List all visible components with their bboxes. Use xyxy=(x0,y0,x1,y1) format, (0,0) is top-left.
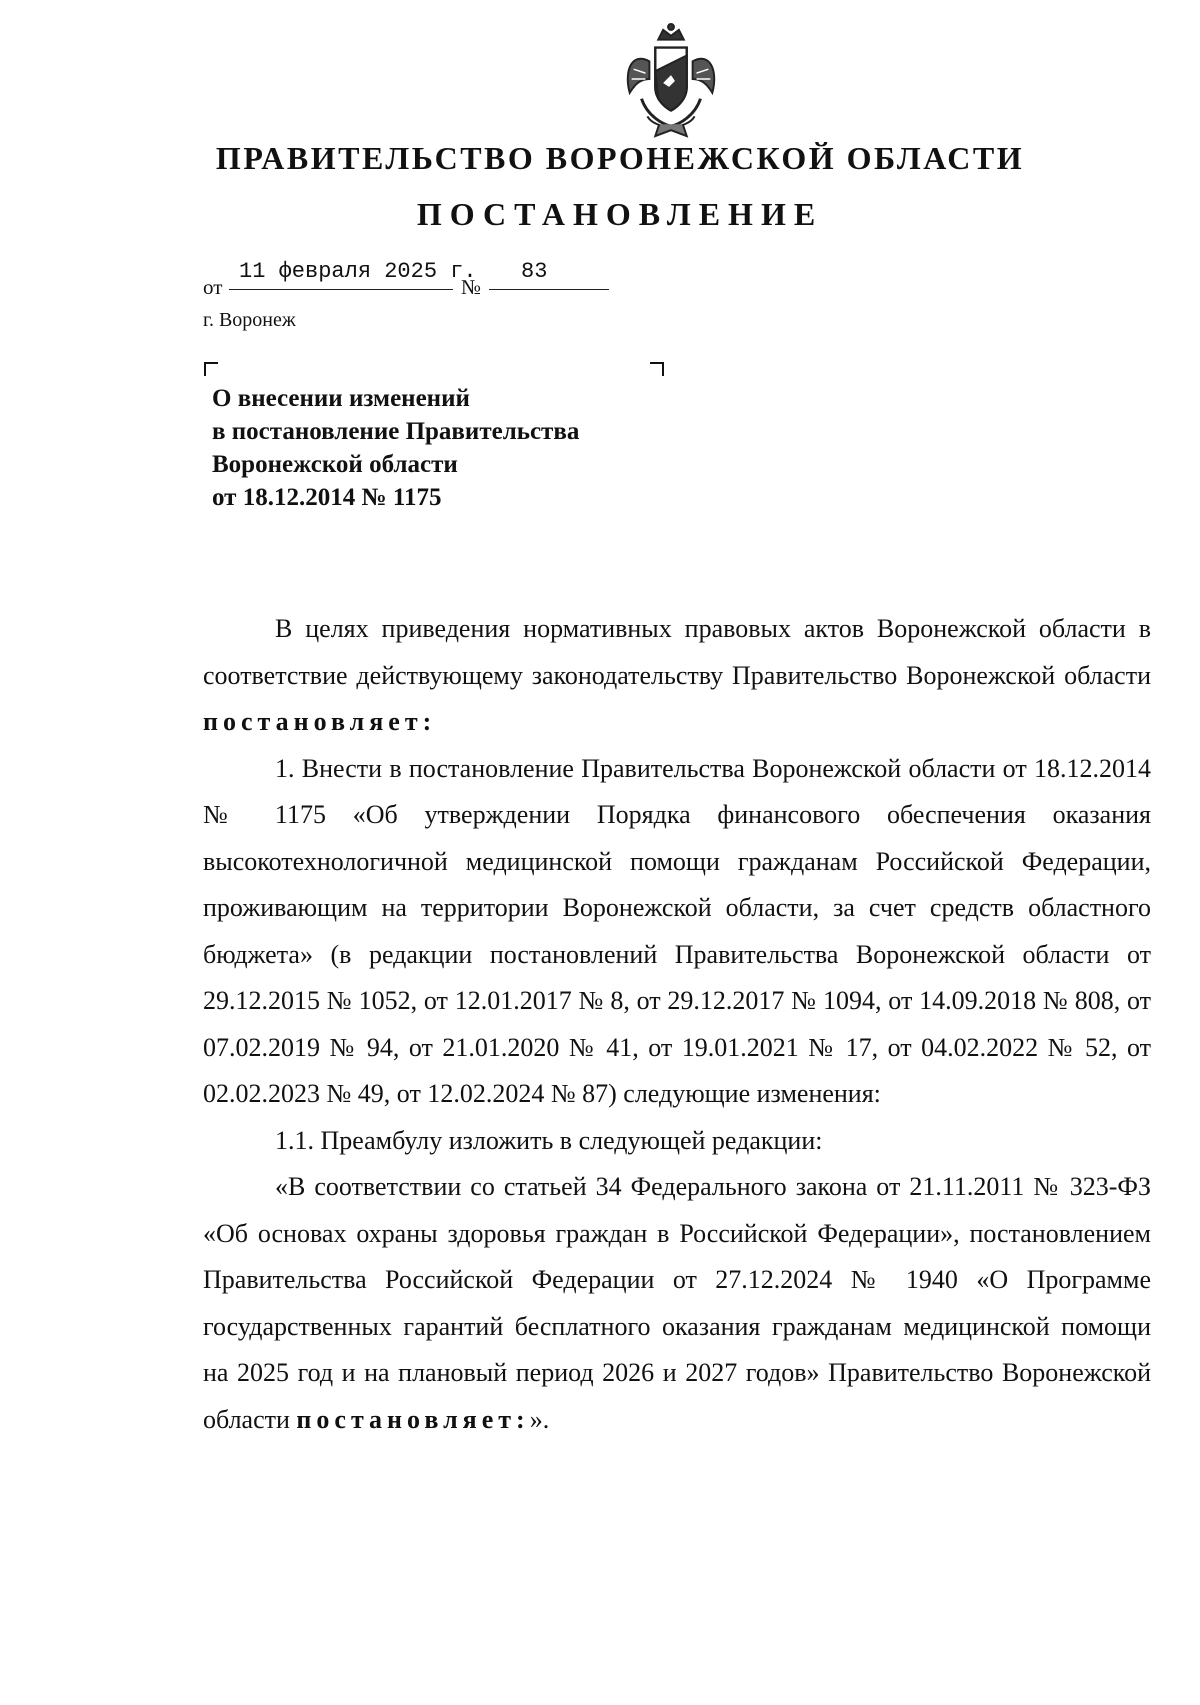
subject-line: О внесении изменений xyxy=(212,385,470,412)
subject-line: от 18.12.2014 № 1175 xyxy=(212,484,442,511)
document-type-heading: ПОСТАНОВЛЕНИЕ xyxy=(416,196,824,232)
document-body xyxy=(203,606,1151,1443)
corner-mark-left xyxy=(204,362,218,376)
number-underline xyxy=(489,289,609,290)
document-subject xyxy=(212,382,682,514)
paragraph-item-1-1: 1.1. Преамбулу изложить в следующей редакции: xyxy=(275,1125,823,1155)
paragraph-preamble xyxy=(203,606,1151,746)
coat-of-arms-icon xyxy=(612,22,730,140)
number-label: № xyxy=(461,275,482,299)
paragraph-text: В целях приведения нормативных правовых актов Воронежской области в соответствие действующему законодательству Правительство Воронежской области xyxy=(203,614,1151,690)
paragraph-new-preamble xyxy=(203,1164,1151,1443)
subject-line: Воронежской области xyxy=(212,451,458,478)
city-label: г. Воронеж xyxy=(203,309,296,331)
from-label: от xyxy=(203,275,223,299)
subject-line: в постановление Правительства xyxy=(212,418,580,445)
organization-title: ПРАВИТЕЛЬСТВО ВОРОНЕЖСКОЙ ОБЛАСТИ xyxy=(215,140,1025,176)
corner-mark-right xyxy=(650,362,664,376)
date-underline xyxy=(229,289,453,290)
document-number: 83 xyxy=(521,259,548,284)
paragraph-item-1: 1. Внести в постановление Правительства Воронежской области от 18.12.2014 № 1175 «Об утверждении Порядка финансового обеспечения оказания высокотехнологичной медицинской помощи гражданам Российской Федерации, проживающим на территории Воронежской области, за счет средств областного бюджета» (в редакции постановлений Правительства Воронежской области от 29.12.2015 № 1052, от 12.01.2017 № 8, от 29.12.2017 № 1094, от 14.09.2018 № 808, от 07.02.2019 № 94, от 21.01.2020 № 41, от 19.01.2021 № 17, от 04.02.2022 № 52, от 02.02.2023 № 49, от 12.02.2024 № 87) следующие изменения: xyxy=(203,753,1151,1108)
document-date: 11 февраля 2025 г. xyxy=(239,259,477,284)
paragraph-text: «В соответствии со статьей 34 Федерального закона от 21.11.2011 № 323-ФЗ «Об основах охраны здоровья граждан в Российской Федерации», постановлением Правительства Российской Федерации от 27.12.2024 № 1940 «О Программе государственных гарантий бесплатного оказания гражданам медицинской помощи на 2025 год и на плановый период 2026 и 2027 годов» Правительство Воронежской области xyxy=(203,1172,1151,1434)
closing-quote: ». xyxy=(529,1404,550,1434)
date-number-line xyxy=(203,255,703,299)
decree-word: постановляет: xyxy=(296,1404,530,1434)
decree-word: постановляет: xyxy=(203,707,437,736)
